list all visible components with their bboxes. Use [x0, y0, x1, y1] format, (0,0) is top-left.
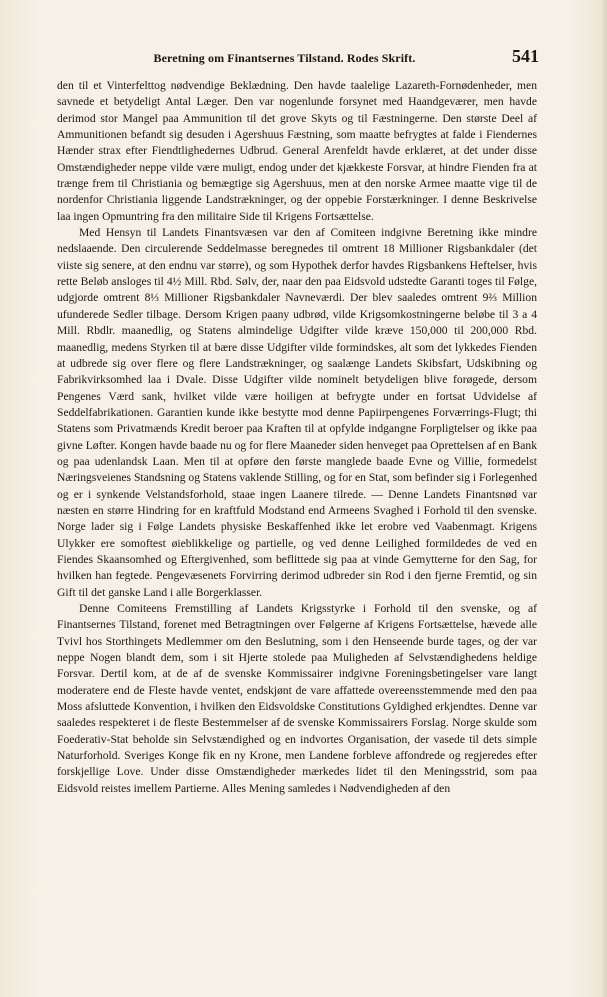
page-header	[57, 46, 537, 68]
page-edge-shadow	[601, 0, 607, 997]
page-number: 541	[512, 46, 539, 66]
paragraph-committee-conclusion: Denne Comiteens Fremstilling af Landets Krigsstyrke i Forhold til den svenske, og af Finantsernes Tilstand, forenet med Betragtningen over Følgerne af Krigens Fortsættelse, hævede alle Tvivl hos Storthingets Medlemmer om den Beslutning, som i den Henseende burde tages, og der var neppe Nogen blandt dem, som i sit Hjerte stolede paa Muligheden af Selvstændighedens heldige Forsvar. Dertil kom, at de af de svenske Kommissairer indgivne Foreningsbetingelser vare langt moderatere end de Fleste havde ventet, endskjønt de vare affattede overeensstemmende med den paa Moss afsluttede Konvention, i hvilken den Eidsvoldske Constitutions Gyldighed erkjendtes. Denne var saaledes respekteret i de fleste Bestemmelser af de svenske Kommissairers Forslag. Norge skulde som Foederativ-Stat beholde sin Selvstændighed og en indvortes Organisation, der vasede til dets simple Naturforhold. Sveriges Konge fik en ny Krone, men Landene forbleve affondrede og regjeredes efter forskjellige Love. Under disse Omstændigheder mærkedes lidet til den Meningsstrid, som paa Eidsvold reistes imellem Partierne. Alles Mening samledes i Nødvendigheden af den	[57, 602, 537, 795]
paragraph-finances: Med Hensyn til Landets Finantsvæsen var den af Comiteen indgivne Beretning ikke mindre nedslaaende. Den circulerende Seddelmasse beregnedes til omtrent 18 Millioner Rigsbankdaler (det viiste sig senere, at den endnu var større), og som Hypothek derfor havdes Rigsbankens Heftelser, hvis rette Beløb ansloges til 4½ Mill. Rbd. Sølv, der, naar den paa Eidsvold udstedte Garanti toges til Følge, udgjorde omtrent 8⅓ Millioner Rigsbankdaler Navneværdi. Der blev saaledes omtrent 9⅔ Million ufunderede Sedler tilbage. Dersom Krigen paany udbrød, vilde Krigsomkostningerne beløbe til 3 a 4 Mill. Rbdlr. maanedlig, og Statens almindelige Udgifter vilde kræve 150,000 til 200,000 Rbd. maanedlig, medens Styrken til at bære disse Udgifter vilde formindskes, alt som det lykkedes Fienden at udbrede sig over flere og flere Landstrækninger, og saalænge Landets Skibsfart, Udskibning og Fabrikvirksomhed laa i Dvale. Disse Udgifter vilde nominelt betydeligen blive forøgede, dersom Pengenes Værd sank, hvilket vilde være hoiligen at befrygte under en fortsat Udvidelse af Seddelfabrikationen. Garantien kunde ikke bestytte mod denne Papiirpengenes Forværrings-Flugt; thi Statens som Privatmænds Kredit beroer paa Kraften til at opfylde indgangne Forpligtelser og ikke paa givne Løfter. Kongen havde baade nu og for flere Maaneder siden henveget paa Oprettelsen af en Bank og paa udenlandsk Laan. Men til at opføre den første manglede baade Evne og Villie, formedelst Næringsveienes Standsning og Statens vaklende Stilling, og for en Stat, som befinder sig i Forlegenhed og er i synkende Velstandsforhold, staae ingen Laanere tilrede. — Denne Landets Finantsnød var næsten en større Hindring for en kraftfuld Modstand end Armeens Svaghed i Forhold til den svenske. Norge lader sig i Følge Landets physiske Beskaffenhed ikke let erobre ved Vaabenmagt. Krigens Ulykker ere somoftest øieblikkelige og partielle, og ved denne Leilighed formildedes de ved en Fiendes Skaansomhed og Eftergivenhed, som beflittede sig paa at vinde Gemytterne for den Sag, for hvilken han fegtede. Pengevæsenets Forvirring derimod udbreder sin Rod i den fjerne Fremtid, og sin Gift til det ganske Land i alle Borgerklasser.	[57, 226, 537, 599]
paragraph-army-state: den til et Vinterfelttog nødvendige Beklædning. Den havde taalelige Lazareth-Fornødenheder, men savnede et betydeligt Antal Læger. Den var nogenlunde forsynet med Haandgeværer, men havde derimod stor Mangel paa Ammunition til det grove Skyts og til Fæstningerne. Den største Deel af Ammunitionen befandt sig desuden i Agershuus Fæstning, som maatte befrygtes at falde i Fiendernes Hænder strax efter Fiendtlighedernes Udbrud. General Arenfeldt havde erklæret, at det under disse Omstændigheder neppe vilde være muligt, endog under det kjækkeste Forsvar, at hindre Fienden fra at trænge frem til Christiania og bemægtige sig Agershuus, men at den norske Armee maatte vige til de nordenfor Christiania liggende Landstrækninger, og der oppebie Forstærkninger. I denne Beskrivelse laa ingen Opmuntring fra den militaire Side til Krigens Fortsættelse.	[57, 79, 537, 223]
body-text	[57, 78, 537, 797]
running-title: Beretning om Finantsernes Tilstand. Rodes Skrift.	[153, 51, 416, 65]
